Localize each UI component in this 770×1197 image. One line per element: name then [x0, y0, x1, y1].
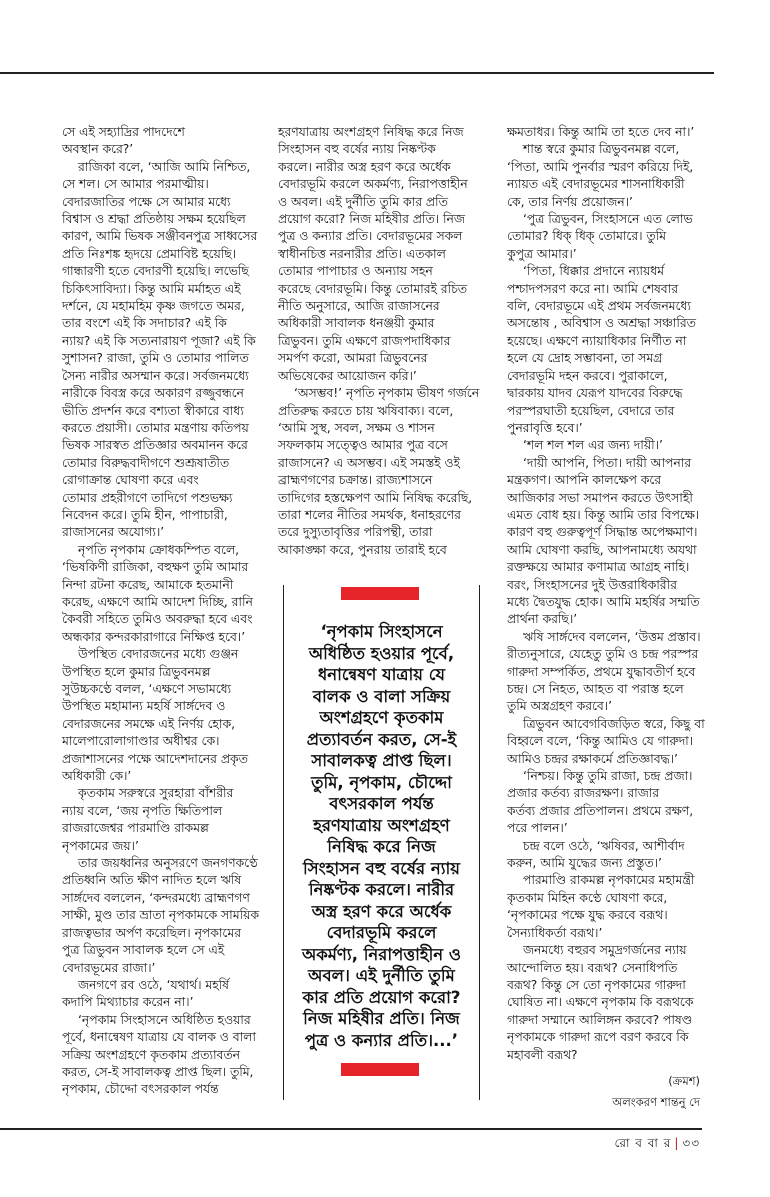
text-line: ভীতি প্রদর্শন করে বশ্যতা স্বীকারে বাধ্য [62, 403, 244, 418]
paragraph [507, 768, 703, 838]
text-line: তরে দুস্যুতাবৃত্তির পরিপন্থী, তারা [278, 525, 433, 540]
top-rule [0, 72, 714, 74]
text-line: বরং, সিংহাসনের দুই উত্তরাধিকারীর [507, 577, 677, 592]
pull-quote-line: সাবালকত্ব প্রাপ্ত ছিল। [311, 751, 452, 770]
text-line: সার্ঙ্গদেব বললেন, ‘কন্দরমধ্যে ব্রাহ্মণগণ [62, 890, 250, 905]
text-line: তার বংশে এই কি সদাচার? এই কি [62, 316, 227, 331]
text-line: মহাবলী বরূথ? [507, 1047, 578, 1062]
text-line: কারণ বহু গুরুত্বপূর্ণ সিদ্ধান্ত অপেক্ষমাণ। [507, 525, 698, 540]
text-line: অভিষেকের আয়োজন করি।’ [278, 368, 417, 383]
paragraph [507, 124, 703, 141]
text-line: নৃপতি নৃপকাম ক্রোধকম্পিত বলে, [78, 542, 240, 557]
text-line: ন্যায় বলে, ‘জয় নৃপতি ক্ষিতিপাল [62, 803, 223, 818]
text-line: দর্শনে, যে মহামহিম কৃষ্ণ জগতে অমর, [62, 299, 245, 314]
text-line: কর্তব্য প্রজার প্রতিপালন। প্রথমে রক্ষণ, [507, 803, 694, 818]
text-line: প্রতিধ্বনি অতি ক্ষীণ নাদিত হলে ঋষি [62, 873, 242, 888]
text-line: তার জয়ধ্বনির অনুসরণে জনগণকণ্ঠে [78, 856, 258, 871]
text-line: সে এই সহ্যাদ্রির পাদদেশে [62, 125, 185, 139]
text-line: ন্যায়ত এই বেদারভূমের শাসনাধিকারী [507, 177, 685, 192]
text-line: করলে। নারীর অস্ত্র হরণ করে অর্ধেক [278, 159, 451, 174]
paragraph [507, 838, 703, 873]
text-line: অধিকারী সাবালক ধনঞ্জয়ী কুমার [278, 316, 435, 331]
text-line: রোগাক্রান্ত ঘোষণা করে এবং [62, 473, 199, 488]
paragraph [62, 124, 254, 159]
pull-quote-line: বালক ও বালা সক্রিয় [312, 686, 451, 706]
text-line: করেছ, এক্ষণে আমি আদেশ দিচ্ছি, রানি [62, 594, 253, 609]
text-line: উপস্থিত মহামান্য মহর্ষি সার্ঙ্গদেব ও [62, 699, 226, 714]
text-line: তোমার প্রহরীগণে তাদিগে পশুভক্ষ্য [62, 490, 233, 505]
magazine-name: রো ব বা র [614, 1136, 672, 1150]
text-line: ‘পিতা, ধিক্কার প্রদানে ন্যায়ধর্ম [523, 264, 664, 279]
text-line: বেদারভূমের রাজা।’ [62, 960, 156, 975]
text-line: এমত বোধ হয়। কিন্তু আমি তার বিপক্ষে। [507, 507, 700, 522]
pull-quote-line: হরণযাত্রায় অংশগ্রহণ [313, 815, 450, 835]
paragraph [62, 855, 259, 977]
text-line: ‘দায়ী আপনি, পিতা। দায়ী আপনার [523, 455, 691, 470]
text-line: নিবেদন করে। তুমি হীন, পাপাচারী, [62, 507, 228, 522]
text-line: বেদারজাতির পক্ষে সে আমার মধ্যে [62, 194, 231, 209]
text-line: অধিকারী কে।’ [62, 769, 132, 784]
text-line: ত্রিভুবন আবেগবিজড়িত স্বরে, কিছু বা [523, 716, 705, 731]
text-line: গারুদা সম্পর্কিত, প্রথমে যুদ্ধাবতীর্ণ হবে [507, 664, 696, 679]
text-line: ‘পিতা, আমি পুনর্বার স্মরণ করিয়ে দিই, [507, 159, 694, 174]
bottom-rule [0, 1128, 702, 1130]
paragraph [62, 646, 254, 785]
text-line: ব্রাহ্মণগণের চক্রান্ত। রাজ্যশাসনে [278, 473, 433, 488]
text-line: রাজাসনে? এ অসম্ভব। এই সমস্তই ওই [278, 455, 460, 470]
text-line: চন্দ্র বলে ওঠে, ‘ঋষিবর, আশীর্বাদ [523, 838, 685, 853]
text-line: ‘ভিষকিণী রাজিকা, বহুক্ষণ তুমি আমার [62, 560, 249, 575]
text-line: সফলকাম সত্ত্বেও আমার পুত্র বসে [278, 438, 448, 453]
pull-quote-top-accent-bar [341, 587, 419, 600]
text-line: আজিকার সভা সমাপন করতে উৎসাহী [507, 490, 693, 505]
text-line: কৃতকাম মিহিন কণ্ঠে ঘোষণা করে, [507, 890, 668, 905]
pull-quote-text [284, 621, 479, 1051]
pull-quote-line: ধনান্বেষণ যাত্রায় যে [318, 665, 445, 684]
paragraph [62, 159, 258, 542]
paragraph [278, 124, 496, 385]
text-line: সুউচ্চকণ্ঠে বলল, ‘এক্ষণে সভামধ্যে [62, 682, 232, 696]
text-line: ঘোষিত না। এক্ষণে নৃপকাম কি বরূথকে [507, 995, 694, 1010]
text-line: ত্রিভুবন। তুমি এক্ষণে রাজপদাধিকার [278, 333, 451, 348]
text-line: পারমাণ্ডি রাকমল্ল নৃপকামের মহামন্ত্রী [523, 873, 695, 888]
paragraph [278, 385, 496, 559]
text-line: কুপুত্র আমার।’ [507, 246, 577, 261]
text-line: ‘নৃপকাম সিংহাসনে অধিষ্ঠিত হওয়ার [78, 1012, 251, 1027]
pull-quote-line: তুমি, নৃপকাম, চৌদ্দো [311, 772, 452, 792]
text-line: রাজাসনের অযোগ্য।’ [62, 525, 165, 540]
paragraph [507, 872, 703, 942]
text-line: স্বাধীনচিত্ত নরনারীর প্রতি। এতকাল [278, 246, 446, 261]
text-line: সে শল। সে আমার পরমাত্মীয়। [62, 177, 209, 192]
text-line: বেদারভূমি দহন করবে। পুরাকালে, [507, 368, 668, 383]
text-line: ‘নৃপকামের পক্ষে যুদ্ধ করবে বরূথ। [507, 908, 668, 923]
text-line: ‘শল শল শল এর জন্য দায়ী।’ [523, 438, 663, 453]
article-column-2 [278, 124, 496, 559]
pull-quote-line: অকর্মণ্য, নিরাপত্তাহীন ও [301, 944, 462, 964]
text-line: রাজত্বভার অর্পণ করেছিল। নৃপকামের [62, 925, 241, 940]
text-line: গান্ধারণী হতে বেদারণী হয়েছি। লভেছি [62, 264, 249, 279]
paragraph [507, 141, 703, 211]
text-line: সাক্ষী, মুণ্ড তার ভ্রাতা নৃপকামকে সাময়িক [62, 908, 259, 923]
text-line: করেছে বেদারভূমি। কিন্তু তোমারই রচিত [278, 281, 467, 296]
pull-quote-line: বেদারভূমি করলে [326, 923, 437, 942]
text-line: জনমধ্যে বহুরব সমুদ্রগর্জনের ন্যায় [523, 943, 687, 958]
paragraph [507, 716, 703, 768]
text-line: মালেপারোলাগাণ্ডার অধীশ্বর কে। [62, 734, 220, 749]
text-line: পূর্বে, ধনান্বেষণ যাত্রায় যে বালক ও বালা [62, 1030, 256, 1045]
pull-quote-line: বৎসরকাল পর্যন্ত [329, 794, 434, 813]
text-line: প্রতিরুদ্ধ করতে চায় ঋষিবাক্য। বলে, [278, 403, 454, 418]
pull-quote-bottom-accent-bar [341, 1063, 419, 1076]
text-line: পরস্পরঘাতী হয়েছিল, বেদারে তার [507, 403, 675, 418]
paragraph [62, 1012, 254, 1099]
text-line: বেদারজনের সমক্ষে এই নির্ণয় হোক, [62, 716, 235, 731]
text-line: উপস্থিত বেদারজনের মধ্যে গুঞ্জন [78, 647, 239, 662]
text-line: পশ্চাদপসরণ করে না। আমি শেষবার [507, 281, 678, 296]
pull-quote-line: নিষ্কণ্টক করলে। নারীর [308, 880, 455, 899]
text-line: আকাঙ্ক্ষা করে, পুনরায় তারাই হবে [278, 542, 447, 557]
pull-quote-line: সিংহাসন বহু বর্ষের ন্যায় [302, 858, 460, 878]
paragraph [507, 629, 703, 716]
text-line: কে, তার নির্ণয় প্রয়োজন।’ [507, 194, 633, 209]
text-line: নিন্দা রটনা করেছ, আমাকে হতমানী [62, 577, 234, 592]
pull-quote-line: অবল। এই দুর্নীতি তুমি [308, 966, 455, 985]
text-line: নৃপকামকে গারুদা রূপে বরণ করবে কি [507, 1030, 689, 1045]
text-line: প্রজার কর্তব্য রাজরক্ষণ। রাজার [507, 786, 660, 801]
text-line: জনগণে রব ওঠে, ‘যথার্থ। মহর্ষি [78, 977, 229, 992]
pull-quote-box [283, 585, 480, 1100]
pull-quote-line: ‘নৃপকাম সিংহাসনে [320, 622, 443, 641]
text-line: অন্ধকার কন্দরকারাগারে নিক্ষিপ্ত হবে।’ [62, 629, 246, 644]
paragraph [62, 785, 254, 855]
text-line: দ্বারকায় যাদব যেরূপ যাদবের বিরুদ্ধে [507, 386, 683, 401]
pull-quote-line: কার প্রতি প্রয়োগ করো? [302, 987, 461, 1007]
text-line: মধ্যে দ্বৈতযুদ্ধ হোক। আমি মহর্ষির সম্মতি [507, 594, 700, 609]
text-line: প্রয়োগ করো? নিজ মহিষীর প্রতি। নিজ [278, 212, 465, 227]
text-line: আন্দোলিত হয়। বরূথ? সেনাধিপতি [507, 960, 678, 975]
text-line: করত, সে-ই সাবালকত্ব প্রাপ্ত ছিল। তুমি, [62, 1064, 254, 1079]
text-line: কারণ, আমি ভিষক সঞ্জীবনপুত্র সাধ্বসের [62, 229, 258, 244]
paragraph [507, 437, 703, 454]
text-line: নীতি অনুসারে, আজি রাজাসনের [278, 299, 440, 314]
text-line: প্রার্থনা করছি।’ [507, 612, 578, 627]
text-line: আমিও চন্দ্রর রক্ষাকর্মে প্রতিজ্ঞাবদ্ধ।’ [507, 751, 678, 766]
text-line: রাজিকা বলে, ‘আজি আমি নিশ্চিত, [78, 159, 251, 174]
pull-quote-line: অধিষ্ঠিত হওয়ার পূর্বে, [308, 643, 455, 663]
text-line: নারীকে বিবস্ত্র করে অকারণ রজ্জুবন্ধনে [62, 386, 244, 401]
page-footer [615, 1135, 701, 1155]
continued-label: (ক্রমশ) [668, 1074, 700, 1088]
text-line: ভিষক সারস্বত প্রতিজ্ঞার অবমানন করে [62, 438, 248, 453]
paragraph [62, 977, 254, 1012]
text-line: পুত্র ত্রিভুবন সাবালক হলে সে এই [62, 943, 225, 958]
text-line: তাদিগের হস্তক্ষেপণ আমি নিষিদ্ধ করেছি, [278, 490, 473, 505]
paragraph [507, 942, 703, 1064]
text-line: ঋষি সার্ঙ্গদেব বললেন, ‘উত্তম প্রস্তাব। [523, 629, 701, 644]
text-line: বিহ্বলে বলে, ‘কিন্তু আমিও যে গারুদা। [507, 734, 694, 749]
article-column-3 [507, 124, 703, 1064]
text-line: আমি ঘোষণা করছি, আপনামধ্যে অযথা [507, 542, 697, 557]
text-line: পরে পালন।’ [507, 821, 568, 836]
text-line: কৈবরী সহিতে তুমিও অবরুদ্ধা হবে এবং [62, 612, 253, 627]
text-line: ন্যায়? এই কি সত্যনারায়ণ পূজা? এই কি [62, 333, 256, 348]
text-line: চন্দ্র। সে নিহত, আহত বা পরাস্ত হলে [507, 682, 684, 696]
text-line: পুত্র ও কন্যার প্রতি। বেদারভূমের সকল [278, 229, 463, 244]
text-line: করুন, আমি যুদ্ধের জন্য প্রস্তুত।’ [507, 856, 662, 871]
page-number: ৩৩ [682, 1136, 700, 1150]
text-line: হলে যে দ্রোহ সম্ভাবনা, তা সমগ্র [507, 351, 663, 366]
text-line: কৃতকাম সরুস্বরে সুরহারা বাঁশরীর [78, 786, 234, 801]
article-column-1 [62, 124, 259, 1099]
text-line: পুনরাবৃত্তি হবে।’ [507, 420, 583, 435]
text-line: তোমার বিরুদ্ধবাদীগণে শুশ্রূষাতীত [62, 455, 230, 470]
text-line: করতে প্রয়াসী। তোমার মন্ত্রণায় কতিপয় [62, 420, 249, 435]
pull-quote-line: নিজ মহিষীর প্রতি। নিজ [303, 1009, 460, 1028]
text-line: চিকিৎসাবিদ্যা। কিন্তু আমি মর্মাহত এই [62, 281, 241, 296]
pull-quote-line: অস্ত্র হরণ করে অর্ধেক [311, 901, 452, 921]
text-line: তোমার পাপাচার ও অন্যায় সহন [278, 264, 433, 279]
paragraph [62, 542, 254, 646]
illustration-credit: অলংকরণ শান্তনু দে [612, 1095, 700, 1109]
text-line: রীত্যনুসারে, যেহেতু তুমি ও চন্দ্র পরস্পর [507, 647, 699, 662]
text-line: সিংহাসন বহু বর্ষের ন্যায় নিষ্কণ্টক [278, 142, 436, 157]
text-line: প্রতি নিঃশঙ্ক হৃদয়ে প্রেমাবিষ্ট হয়েছি। [62, 246, 237, 261]
paragraph [507, 455, 703, 629]
text-line: কদাপি মিথ্যাচার করেন না।’ [62, 995, 194, 1010]
pull-quote-line: অংশগ্রহণে কৃতকাম [319, 708, 444, 727]
text-line: তোমার? ধিক্ ধিক্ তোমারে। তুমি [507, 229, 666, 244]
text-line: অবস্থান করে?’ [62, 142, 134, 157]
footer-separator: | [674, 1136, 680, 1150]
text-line: ‘আমি সুস্থ, সবল, সক্ষম ও শাসন [278, 420, 435, 435]
pull-quote-line: প্রত্যাবর্তন করত, সে-ই [306, 729, 457, 749]
text-line: সুশাসন? রাজা, তুমি ও তোমার পালিত [62, 351, 249, 366]
text-line: রাজরাজেশ্বর পারমাণ্ডি রাকমল্ল [62, 821, 209, 836]
text-line: নৃপকাম, চৌদ্দো বৎসরকাল পর্যন্ত [62, 1082, 219, 1097]
text-line: সৈন্যাধিকর্তা বরূথ।’ [507, 925, 603, 940]
text-line: বরূথ? কিন্তু সে তো নৃপকামের গারুদা [507, 977, 686, 992]
text-line: ক্ষমতাধর। কিন্তু আমি তা হতে দেব না।’ [507, 125, 695, 139]
text-line: ‘পুত্র ত্রিভুবন, সিংহাসনে এত লোভ [523, 212, 693, 227]
text-line: তারা শলের নীতির সমর্থক, ধনাহরণের [278, 507, 461, 522]
text-line: উপস্থিত হলে কুমার ত্রিভুবনমল্ল [62, 664, 211, 679]
text-line: ‘অসম্ভব!’ নৃপতি নৃপকাম ভীষণ গর্জনে [294, 386, 480, 401]
text-line: সৈন্য নারীর অসম্মান করে। সর্বজনমধ্যে [62, 368, 249, 383]
text-line: সক্রিয় অংশগ্রহণে কৃতকাম প্রত্যাবর্তন [62, 1047, 240, 1062]
text-line: রক্তক্ষয়ে আমার কণামাত্র আগ্রহ নাহি। [507, 560, 690, 575]
text-line: প্রজাশাসনের পক্ষে আদেশদানের প্রকৃত [62, 751, 248, 766]
pull-quote-line: নিষিদ্ধ করে নিজ [327, 837, 436, 856]
text-line: ‘নিশ্চয়। কিন্তু তুমি রাজা, চন্দ্র প্রজা। [523, 769, 693, 784]
text-line: হয়েছে। এক্ষণে ন্যায়াধিকার নির্ণীত না [507, 333, 687, 348]
text-line: বলি, বেদারভূমে এই প্রথম সর্বজনমধ্যে [507, 299, 691, 314]
text-line: বেদারভূমি করলে অকর্মণ্য, নিরাপত্তাহীন [278, 177, 468, 192]
text-line: নৃপকামের জয়।’ [62, 838, 139, 853]
text-line: তুমি অস্ত্রগ্রহণ করবে।’ [507, 699, 613, 714]
text-line: ও অবল। এই দুর্নীতি তুমি কার প্রতি [278, 194, 448, 209]
paragraph [507, 211, 703, 263]
text-line: শান্ত স্বরে কুমার ত্রিভুবনমল্ল বলে, [523, 142, 680, 157]
text-line: বিশ্বাস ও শ্রদ্ধা প্রতিষ্ঠায় সক্ষম হয়েছিল [62, 212, 246, 227]
text-line: অসন্তোষ , অবিশ্বাস ও অশ্রদ্ধা সঞ্চারিত [507, 316, 696, 331]
text-line: মন্ত্রকগণ। আপনি কালক্ষেপ করে [507, 473, 662, 488]
paragraph [507, 263, 703, 437]
text-line: হরণযাত্রায় অংশগ্রহণ নিষিদ্ধ করে নিজ [278, 125, 464, 139]
text-line: গারুদা সম্মানে আলিঙ্গন করবে? পাষণ্ড [507, 1012, 693, 1027]
pull-quote-line: পুত্র ও কন্যার প্রতি।...’ [304, 1030, 459, 1050]
text-line: সমর্পণ করো, আমরা ত্রিভুবনের [278, 351, 428, 366]
